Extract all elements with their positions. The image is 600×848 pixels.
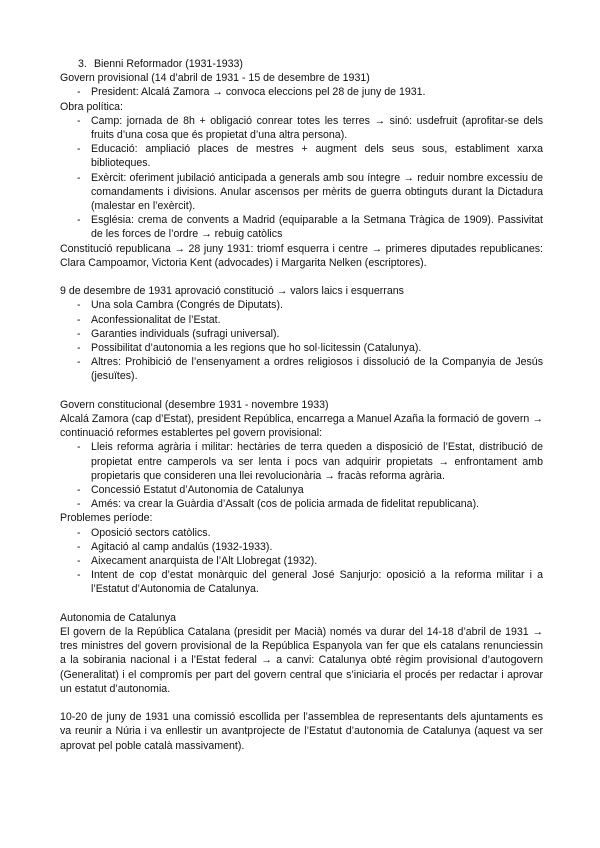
list-item: - Garanties individuals (sufragi universal). [60,327,543,341]
list-item: - President: Alcalá Zamora → convoca eleccions pel 28 de juny de 1931. [60,85,543,99]
autonomia-paragraph-1: El govern de la República Catalana (presidit per Macià) només va durar del 14-18 d’abril de 1931 → tres ministres del govern provisional de la República Espanyola van fer que els catalans renunciessin a la sobirania nacional i a l’Estat federal → a canvi: Catalunya obté règim provisional d’autogovern (Generalitat) i el compromís per part del govern central que s’iniciaria el procés per redactar i aprovar un estatut d’autonomia. [60,626,543,695]
list-item: - Exèrcit: oferiment jubilació anticipada a generals amb sou íntegre → reduir nombre excessiu de comandaments i divisions. Anular ascensos per mèrits de guerra obtinguts durant la Dictadura (malestar en l’exèrcit). [60,171,543,214]
obra-list [60,114,543,242]
constitution-heading: 9 de desembre de 1931 aprovació constitució → valors laics i esquerrans [60,285,404,298]
list-item: - Amés: va crear la Guàrdia d’Assalt (cos de policia armada de fidelitat republicana). [60,497,543,511]
section-title-text: Bienni Reformador (1931-1933) [93,58,243,70]
problems-label: Problemes període: [60,512,153,525]
section-number: 3. [78,58,87,70]
list-item: - Oposició sectors catòlics. [60,526,543,540]
list-item: - Altres: Prohibició de l’ensenyament a ordres religiosos i dissolució de la Companyia de Jesús (jesuïtes). [60,355,543,383]
document-page [60,57,543,753]
autonomia-paragraph-2: 10-20 de juny de 1931 una comissió escollida per l’assemblea de representants dels ajuntaments es va reunir a Núria i va enllestir un avantprojecte de l’Estatut d’autonomia de Catalunya (aquest va ser aprovat pel poble català massivament). [60,711,543,752]
constitucional-heading: Govern constitucional (desembre 1931 - novembre 1933) [60,398,329,411]
constitution-list [60,298,543,383]
provisional-heading: Govern provisional (14 d’abril de 1931 - 15 de desembre de 1931) [60,72,370,85]
constitucional-intro: Alcalá Zamora (cap d’Estat), president República, encarrega a Manuel Azaña la formació de govern → continuació reformes establertes pel govern provisional: [60,413,543,440]
list-item: - Una sola Cambra (Congrés de Diputats). [60,298,543,312]
autonomia-heading: Autonomia de Catalunya [60,611,177,624]
list-item: - Aconfessionalitat de l’Estat. [60,313,543,327]
constitucio-paragraph: Constitució republicana → 28 juny 1931: triomf esquerra i centre → primeres diputades republicanes: Clara Campoamor, Victoria Kent (advocades) i Margarita Nelken (escriptores). [60,242,543,269]
list-item: - Intent de cop d’estat monàrquic del general José Sanjurjo: oposició a la reforma militar i a l’Estatut d’Autonomia de Catalunya. [60,568,543,596]
reforms-list [60,440,543,511]
list-item: - Educació: ampliació places de mestres + augment dels seus sous, establiment xarxa biblioteques. [60,142,543,170]
president-list [60,85,543,99]
list-item: - Camp: jornada de 8h + obligació conrear totes les terres → sinó: usdefruit (aprofitar-se dels fruits d’una cosa que és propietat d’una altra persona). [60,114,543,142]
list-item: - Possibilitat d’autonomia a les regions que ho sol·licitessin (Catalunya). [60,341,543,355]
list-item: - Lleis reforma agrària i militar: hectàries de terra queden a disposició de l’Estat, distribució de propietat entre camperols va ser lenta i pocs van adquirir propietats → enfrontament amb propietaris que consideren una llei revolucionària → fracàs reforma agrària. [60,440,543,483]
list-item: - Església: crema de convents a Madrid (equiparable a la Setmana Tràgica de 1909). Passivitat de les forces de l’ordre → rebuig catòlics [60,213,543,241]
problems-list [60,526,543,597]
section-title [60,57,543,71]
list-item: - Agitació al camp andalús (1932-1933). [60,540,543,554]
list-item: - Aixecament anarquista de l’Alt Llobregat (1932). [60,554,543,568]
list-item: - Concessió Estatut d’Autonomia de Catalunya [60,483,543,497]
obra-label: Obra política: [60,100,124,113]
